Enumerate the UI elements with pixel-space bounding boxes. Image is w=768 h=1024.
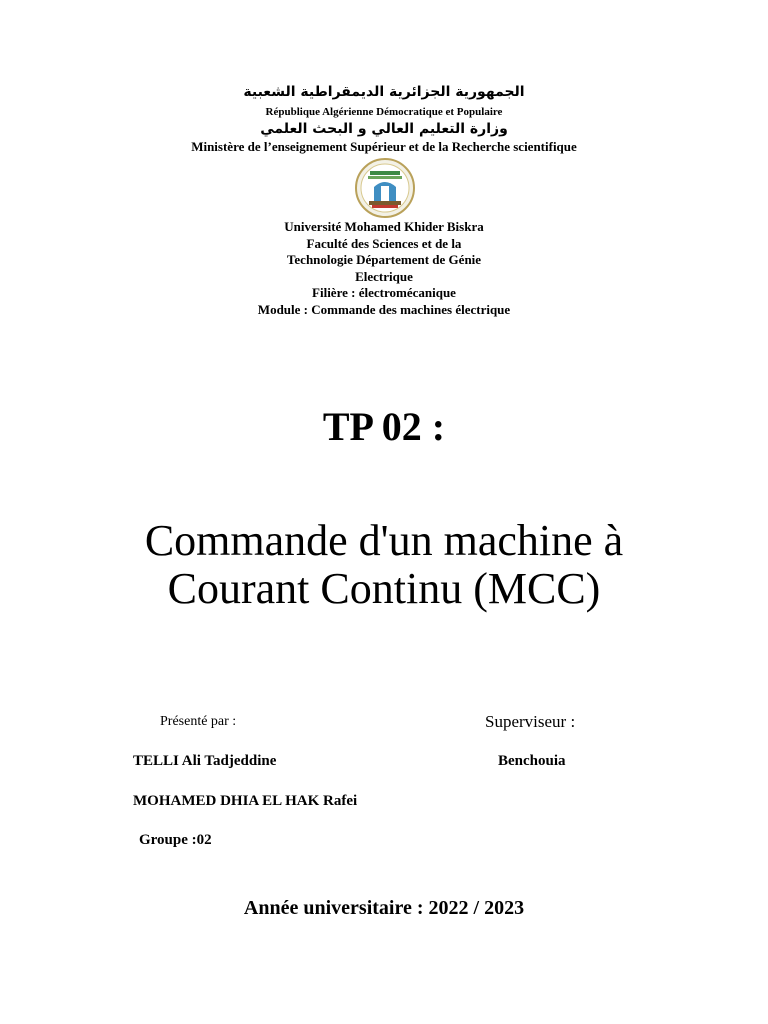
university-logo [355, 157, 415, 219]
faculty-line-3: Electrique [355, 269, 413, 284]
academic-year: Année universitaire : 2022 / 2023 [243, 897, 525, 919]
university-name: Université Mohamed Khider Biskra [284, 219, 484, 234]
presented-by-label: Présenté par : [160, 714, 237, 729]
module: Module : Commande des machines électrique [257, 302, 511, 317]
student-1: TELLI Ali Tadjeddine [133, 753, 277, 769]
supervisor-label: Superviseur : [485, 712, 576, 731]
arabic-republic-title: الجمهورية الجزائرية الديمقراطية الشعبية [243, 84, 525, 100]
filiere: Filière : électromécanique [312, 285, 456, 300]
faculty-line-2: Technologie Département de Génie [286, 252, 482, 267]
title-line-2: Courant Continu (MCC) [167, 564, 601, 613]
tp-number: TP 02 : [322, 404, 446, 449]
arabic-ministry-title: وزارة التعليم العالي و البحث العلمي [260, 121, 508, 137]
republic-title: République Algérienne Démocratique et Populaire [265, 106, 503, 118]
student-2: MOHAMED DHIA EL HAK Rafei [133, 793, 358, 809]
faculty-line-1: Faculté des Sciences et de la [306, 236, 462, 251]
group: Groupe :02 [139, 832, 212, 848]
supervisor-name: Benchouia [498, 753, 566, 769]
ministry-title: Ministère de l’enseignement Supérieur et de la Recherche scientifique [191, 139, 577, 154]
title-line-1: Commande d'un machine à [144, 516, 624, 565]
